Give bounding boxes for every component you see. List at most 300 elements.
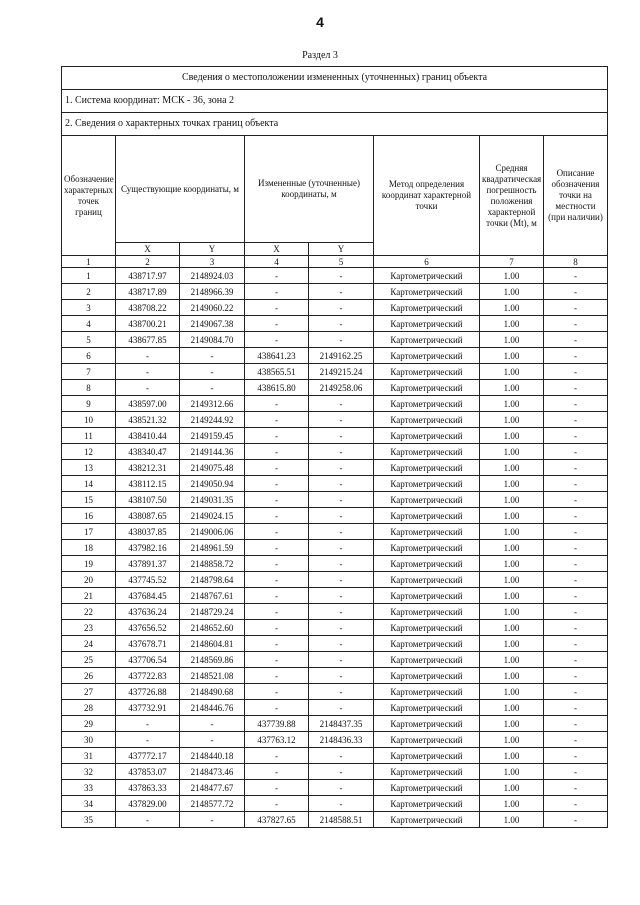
changed-y-cell: 2148437.35 <box>309 716 374 732</box>
existing-y-cell: 2148446.76 <box>180 700 245 716</box>
existing-x-cell: 438410.44 <box>116 428 180 444</box>
error-cell: 1.00 <box>480 524 544 540</box>
existing-y-cell: - <box>180 380 245 396</box>
point-number-cell: 14 <box>62 476 116 492</box>
method-cell: Картометрический <box>374 476 480 492</box>
header-existing-y: Y <box>180 243 245 256</box>
marking-cell: - <box>544 748 608 764</box>
existing-x-cell: 437684.45 <box>116 588 180 604</box>
method-cell: Картометрический <box>374 444 480 460</box>
marking-cell: - <box>544 444 608 460</box>
changed-x-cell: 437739.88 <box>245 716 309 732</box>
table-row <box>62 316 608 332</box>
existing-x-cell: 437726.88 <box>116 684 180 700</box>
marking-cell: - <box>544 332 608 348</box>
changed-y-cell: - <box>309 780 374 796</box>
point-number-cell: 17 <box>62 524 116 540</box>
changed-y-cell: - <box>309 412 374 428</box>
table-row <box>62 716 608 732</box>
method-cell: Картометрический <box>374 652 480 668</box>
method-cell: Картометрический <box>374 316 480 332</box>
header-designation: Обозначение характерных точек границ <box>62 136 116 256</box>
point-number-cell: 34 <box>62 796 116 812</box>
changed-x-cell: - <box>245 284 309 300</box>
changed-y-cell: - <box>309 636 374 652</box>
error-cell: 1.00 <box>480 636 544 652</box>
changed-y-cell: 2148588.51 <box>309 812 374 828</box>
error-cell: 1.00 <box>480 748 544 764</box>
table-row <box>62 556 608 572</box>
existing-x-cell: 437636.24 <box>116 604 180 620</box>
changed-y-cell: - <box>309 684 374 700</box>
table-row <box>62 732 608 748</box>
existing-y-cell: 2149312.66 <box>180 396 245 412</box>
method-cell: Картометрический <box>374 524 480 540</box>
header-changed-x: X <box>245 243 309 256</box>
error-cell: 1.00 <box>480 540 544 556</box>
point-number-cell: 8 <box>62 380 116 396</box>
marking-cell: - <box>544 396 608 412</box>
existing-y-cell: 2149006.06 <box>180 524 245 540</box>
marking-cell: - <box>544 284 608 300</box>
changed-y-cell: - <box>309 524 374 540</box>
error-cell: 1.00 <box>480 284 544 300</box>
error-cell: 1.00 <box>480 684 544 700</box>
table-row <box>62 572 608 588</box>
point-number-cell: 29 <box>62 716 116 732</box>
error-cell: 1.00 <box>480 268 544 284</box>
col-number: 6 <box>374 256 480 268</box>
method-cell: Картометрический <box>374 268 480 284</box>
existing-y-cell: 2149144.36 <box>180 444 245 460</box>
existing-x-cell: 437706.54 <box>116 652 180 668</box>
point-number-cell: 35 <box>62 812 116 828</box>
header-changed: Измененные (уточненные) координаты, м <box>245 136 374 243</box>
method-cell: Картометрический <box>374 332 480 348</box>
changed-y-cell: - <box>309 444 374 460</box>
marking-cell: - <box>544 364 608 380</box>
marking-cell: - <box>544 268 608 284</box>
method-cell: Картометрический <box>374 300 480 316</box>
method-cell: Картометрический <box>374 556 480 572</box>
existing-x-cell: 437863.33 <box>116 780 180 796</box>
changed-y-cell: - <box>309 508 374 524</box>
existing-x-cell: - <box>116 732 180 748</box>
changed-y-cell: - <box>309 396 374 412</box>
existing-y-cell: - <box>180 348 245 364</box>
changed-y-cell: - <box>309 796 374 812</box>
marking-cell: - <box>544 316 608 332</box>
existing-x-cell: 437732.91 <box>116 700 180 716</box>
existing-y-cell: 2148569.86 <box>180 652 245 668</box>
changed-x-cell: - <box>245 668 309 684</box>
error-cell: 1.00 <box>480 700 544 716</box>
marking-cell: - <box>544 812 608 828</box>
error-cell: 1.00 <box>480 396 544 412</box>
changed-y-cell: - <box>309 620 374 636</box>
changed-x-cell: 438615.80 <box>245 380 309 396</box>
existing-y-cell: 2149031.35 <box>180 492 245 508</box>
existing-x-cell: 437722.83 <box>116 668 180 684</box>
header-error: Средняя квадратическая погрешность положения характерной точки (Mt), м <box>480 136 544 256</box>
point-number-cell: 26 <box>62 668 116 684</box>
table-row <box>62 588 608 604</box>
changed-y-cell: - <box>309 300 374 316</box>
marking-cell: - <box>544 572 608 588</box>
point-number-cell: 11 <box>62 428 116 444</box>
point-number-cell: 13 <box>62 460 116 476</box>
table-row <box>62 748 608 764</box>
changed-y-cell: - <box>309 700 374 716</box>
existing-x-cell: 437982.16 <box>116 540 180 556</box>
error-cell: 1.00 <box>480 796 544 812</box>
changed-y-cell: - <box>309 572 374 588</box>
table-row <box>62 668 608 684</box>
point-number-cell: 6 <box>62 348 116 364</box>
error-cell: 1.00 <box>480 732 544 748</box>
changed-y-cell: - <box>309 492 374 508</box>
marking-cell: - <box>544 732 608 748</box>
error-cell: 1.00 <box>480 668 544 684</box>
changed-x-cell: - <box>245 444 309 460</box>
changed-x-cell: - <box>245 268 309 284</box>
existing-y-cell: 2148521.08 <box>180 668 245 684</box>
existing-x-cell: - <box>116 716 180 732</box>
col-number: 4 <box>245 256 309 268</box>
table-row <box>62 332 608 348</box>
error-cell: 1.00 <box>480 572 544 588</box>
method-cell: Картометрический <box>374 588 480 604</box>
existing-y-cell: 2148961.59 <box>180 540 245 556</box>
table-row <box>62 700 608 716</box>
col-number: 8 <box>544 256 608 268</box>
changed-y-cell: - <box>309 460 374 476</box>
changed-y-cell: - <box>309 604 374 620</box>
points-heading: 2. Сведения о характерных точках границ объекта <box>62 113 608 136</box>
changed-y-cell: 2149258.06 <box>309 380 374 396</box>
error-cell: 1.00 <box>480 716 544 732</box>
changed-x-cell: - <box>245 428 309 444</box>
error-cell: 1.00 <box>480 508 544 524</box>
existing-x-cell: 437745.52 <box>116 572 180 588</box>
existing-y-cell: 2148473.46 <box>180 764 245 780</box>
point-number-cell: 10 <box>62 412 116 428</box>
marking-cell: - <box>544 524 608 540</box>
marking-cell: - <box>544 508 608 524</box>
table-row <box>62 300 608 316</box>
error-cell: 1.00 <box>480 812 544 828</box>
point-number-cell: 19 <box>62 556 116 572</box>
table-row <box>62 780 608 796</box>
changed-y-cell: 2148436.33 <box>309 732 374 748</box>
point-number-cell: 24 <box>62 636 116 652</box>
existing-y-cell: 2148477.67 <box>180 780 245 796</box>
col-number: 3 <box>180 256 245 268</box>
error-cell: 1.00 <box>480 764 544 780</box>
method-cell: Картометрический <box>374 412 480 428</box>
table-row <box>62 508 608 524</box>
existing-x-cell: 437891.37 <box>116 556 180 572</box>
method-cell: Картометрический <box>374 620 480 636</box>
header-existing: Существующие координаты, м <box>116 136 245 243</box>
method-cell: Картометрический <box>374 796 480 812</box>
method-cell: Картометрический <box>374 716 480 732</box>
changed-y-cell: - <box>309 316 374 332</box>
marking-cell: - <box>544 556 608 572</box>
point-number-cell: 2 <box>62 284 116 300</box>
existing-x-cell: 438340.47 <box>116 444 180 460</box>
marking-cell: - <box>544 668 608 684</box>
marking-cell: - <box>544 460 608 476</box>
changed-y-cell: 2149215.24 <box>309 364 374 380</box>
method-cell: Картометрический <box>374 748 480 764</box>
changed-y-cell: - <box>309 476 374 492</box>
existing-y-cell: - <box>180 716 245 732</box>
existing-x-cell: 438521.32 <box>116 412 180 428</box>
changed-x-cell: - <box>245 764 309 780</box>
method-cell: Картометрический <box>374 700 480 716</box>
changed-x-cell: - <box>245 636 309 652</box>
error-cell: 1.00 <box>480 588 544 604</box>
method-cell: Картометрический <box>374 764 480 780</box>
changed-x-cell: - <box>245 540 309 556</box>
point-number-cell: 28 <box>62 700 116 716</box>
changed-x-cell: - <box>245 316 309 332</box>
existing-y-cell: 2149084.70 <box>180 332 245 348</box>
existing-x-cell: 438717.97 <box>116 268 180 284</box>
point-number-cell: 30 <box>62 732 116 748</box>
method-cell: Картометрический <box>374 604 480 620</box>
existing-y-cell: 2148924.03 <box>180 268 245 284</box>
col-number: 7 <box>480 256 544 268</box>
changed-x-cell: - <box>245 796 309 812</box>
changed-y-cell: - <box>309 332 374 348</box>
table-row <box>62 636 608 652</box>
section-label: Раздел 3 <box>302 50 338 61</box>
changed-y-cell: - <box>309 540 374 556</box>
existing-y-cell: 2148604.81 <box>180 636 245 652</box>
changed-x-cell: - <box>245 620 309 636</box>
changed-x-cell: - <box>245 460 309 476</box>
existing-x-cell: 438112.15 <box>116 476 180 492</box>
existing-x-cell: 437678.71 <box>116 636 180 652</box>
existing-x-cell: 437656.52 <box>116 620 180 636</box>
marking-cell: - <box>544 652 608 668</box>
error-cell: 1.00 <box>480 412 544 428</box>
point-number-cell: 27 <box>62 684 116 700</box>
changed-x-cell: - <box>245 396 309 412</box>
method-cell: Картометрический <box>374 780 480 796</box>
changed-x-cell: 438641.23 <box>245 348 309 364</box>
existing-x-cell: - <box>116 364 180 380</box>
method-cell: Картометрический <box>374 636 480 652</box>
point-number-cell: 22 <box>62 604 116 620</box>
changed-x-cell: - <box>245 508 309 524</box>
marking-cell: - <box>544 620 608 636</box>
existing-y-cell: 2148798.64 <box>180 572 245 588</box>
point-number-cell: 16 <box>62 508 116 524</box>
error-cell: 1.00 <box>480 380 544 396</box>
existing-y-cell: 2149067.38 <box>180 316 245 332</box>
method-cell: Картометрический <box>374 460 480 476</box>
method-cell: Картометрический <box>374 684 480 700</box>
point-number-cell: 33 <box>62 780 116 796</box>
existing-x-cell: 438700.21 <box>116 316 180 332</box>
table-row <box>62 396 608 412</box>
existing-x-cell: 438087.65 <box>116 508 180 524</box>
existing-y-cell: 2148440.18 <box>180 748 245 764</box>
method-cell: Картометрический <box>374 348 480 364</box>
existing-y-cell: - <box>180 812 245 828</box>
existing-x-cell: 438037.85 <box>116 524 180 540</box>
table-row <box>62 540 608 556</box>
error-cell: 1.00 <box>480 780 544 796</box>
existing-x-cell: 438212.31 <box>116 460 180 476</box>
error-cell: 1.00 <box>480 348 544 364</box>
error-cell: 1.00 <box>480 492 544 508</box>
marking-cell: - <box>544 684 608 700</box>
table-row <box>62 812 608 828</box>
table-row <box>62 348 608 364</box>
existing-y-cell: 2148858.72 <box>180 556 245 572</box>
point-number-cell: 3 <box>62 300 116 316</box>
changed-x-cell: - <box>245 780 309 796</box>
method-cell: Картометрический <box>374 428 480 444</box>
method-cell: Картометрический <box>374 572 480 588</box>
point-number-cell: 15 <box>62 492 116 508</box>
col-number: 1 <box>62 256 116 268</box>
marking-cell: - <box>544 476 608 492</box>
existing-x-cell: 438708.22 <box>116 300 180 316</box>
changed-x-cell: - <box>245 748 309 764</box>
existing-y-cell: 2148577.72 <box>180 796 245 812</box>
existing-x-cell: - <box>116 348 180 364</box>
changed-x-cell: - <box>245 476 309 492</box>
point-number-cell: 9 <box>62 396 116 412</box>
method-cell: Картометрический <box>374 380 480 396</box>
point-number-cell: 20 <box>62 572 116 588</box>
boundary-points-table <box>61 66 608 828</box>
changed-y-cell: - <box>309 668 374 684</box>
changed-x-cell: 437827.65 <box>245 812 309 828</box>
changed-y-cell: - <box>309 556 374 572</box>
existing-x-cell: 437853.07 <box>116 764 180 780</box>
changed-y-cell: - <box>309 284 374 300</box>
header-existing-x: X <box>116 243 180 256</box>
marking-cell: - <box>544 348 608 364</box>
method-cell: Картометрический <box>374 508 480 524</box>
existing-x-cell: - <box>116 812 180 828</box>
changed-x-cell: - <box>245 524 309 540</box>
method-cell: Картометрический <box>374 364 480 380</box>
table-row <box>62 524 608 540</box>
changed-x-cell: - <box>245 556 309 572</box>
changed-x-cell: - <box>245 652 309 668</box>
point-number-cell: 18 <box>62 540 116 556</box>
changed-y-cell: - <box>309 588 374 604</box>
table-row <box>62 604 608 620</box>
marking-cell: - <box>544 540 608 556</box>
method-cell: Картометрический <box>374 396 480 412</box>
changed-x-cell: - <box>245 700 309 716</box>
error-cell: 1.00 <box>480 556 544 572</box>
existing-y-cell: 2149244.92 <box>180 412 245 428</box>
existing-x-cell: 438107.50 <box>116 492 180 508</box>
changed-x-cell: - <box>245 300 309 316</box>
error-cell: 1.00 <box>480 604 544 620</box>
page-number: 4 <box>316 14 324 30</box>
coord-system: 1. Система координат: МСК - 36, зона 2 <box>62 90 608 113</box>
existing-x-cell: 438597.00 <box>116 396 180 412</box>
point-number-cell: 21 <box>62 588 116 604</box>
marking-cell: - <box>544 796 608 812</box>
existing-y-cell: 2149075.48 <box>180 460 245 476</box>
method-cell: Картометрический <box>374 812 480 828</box>
marking-cell: - <box>544 604 608 620</box>
existing-y-cell: 2149060.22 <box>180 300 245 316</box>
changed-x-cell: - <box>245 588 309 604</box>
changed-y-cell: - <box>309 652 374 668</box>
changed-x-cell: - <box>245 412 309 428</box>
existing-y-cell: 2148767.61 <box>180 588 245 604</box>
existing-y-cell: 2148729.24 <box>180 604 245 620</box>
changed-x-cell: - <box>245 604 309 620</box>
existing-y-cell: - <box>180 364 245 380</box>
method-cell: Картометрический <box>374 732 480 748</box>
point-number-cell: 7 <box>62 364 116 380</box>
changed-y-cell: - <box>309 764 374 780</box>
changed-x-cell: - <box>245 572 309 588</box>
marking-cell: - <box>544 716 608 732</box>
marking-cell: - <box>544 380 608 396</box>
error-cell: 1.00 <box>480 620 544 636</box>
existing-x-cell: 437829.00 <box>116 796 180 812</box>
marking-cell: - <box>544 492 608 508</box>
existing-x-cell: 438717.89 <box>116 284 180 300</box>
table-body <box>62 268 608 828</box>
method-cell: Картометрический <box>374 540 480 556</box>
existing-y-cell: 2148490.68 <box>180 684 245 700</box>
changed-x-cell: - <box>245 684 309 700</box>
marking-cell: - <box>544 780 608 796</box>
point-number-cell: 12 <box>62 444 116 460</box>
existing-y-cell: 2148652.60 <box>180 620 245 636</box>
changed-x-cell: 438565.51 <box>245 364 309 380</box>
marking-cell: - <box>544 700 608 716</box>
table-row <box>62 476 608 492</box>
marking-cell: - <box>544 428 608 444</box>
point-number-cell: 4 <box>62 316 116 332</box>
error-cell: 1.00 <box>480 428 544 444</box>
table-row <box>62 764 608 780</box>
point-number-cell: 23 <box>62 620 116 636</box>
changed-y-cell: - <box>309 428 374 444</box>
existing-y-cell: 2149159.45 <box>180 428 245 444</box>
table-row <box>62 364 608 380</box>
marking-cell: - <box>544 300 608 316</box>
header-marking: Описание обозначения точки на местности (при наличии) <box>544 136 608 256</box>
table-row <box>62 684 608 700</box>
existing-y-cell: 2148966.39 <box>180 284 245 300</box>
changed-x-cell: - <box>245 332 309 348</box>
existing-y-cell: - <box>180 732 245 748</box>
error-cell: 1.00 <box>480 332 544 348</box>
point-number-cell: 31 <box>62 748 116 764</box>
table-row <box>62 444 608 460</box>
table-row <box>62 428 608 444</box>
existing-x-cell: - <box>116 380 180 396</box>
point-number-cell: 32 <box>62 764 116 780</box>
